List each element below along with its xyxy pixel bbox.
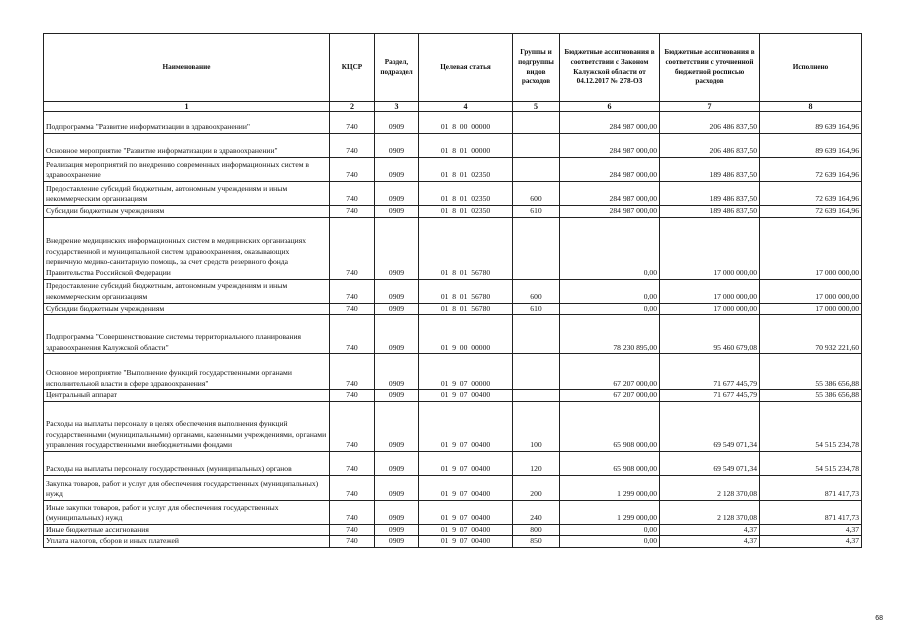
row-section: 0909 <box>375 475 419 500</box>
table-row <box>44 390 862 402</box>
row-law: 65 908 000,00 <box>560 451 660 475</box>
row-name: Основное мероприятие "Выполнение функций государственными органами исполнительной власти в сфере здравоохранения" <box>44 354 330 390</box>
row-name: Предоставление субсидий бюджетным, автономным учреждениям и иным некоммерческим организациям <box>44 182 330 206</box>
row-law: 67 207 000,00 <box>560 390 660 402</box>
row-law: 284 987 000,00 <box>560 134 660 158</box>
row-revised: 189 486 837,50 <box>660 182 760 206</box>
row-kcsr: 740 <box>330 158 375 182</box>
row-kcsr: 740 <box>330 475 375 500</box>
header-name: Наименование <box>44 34 330 102</box>
row-target: 01 8 01 00000 <box>419 134 513 158</box>
header-executed: Исполнено <box>760 34 862 102</box>
row-executed: 4,37 <box>760 524 862 536</box>
header-group: Группы и подгруппы видов расходов <box>513 34 560 102</box>
row-revised: 69 549 071,34 <box>660 451 760 475</box>
row-section: 0909 <box>375 500 419 524</box>
row-law: 78 230 895,00 <box>560 315 660 354</box>
header-kcsr: КЦСР <box>330 34 375 102</box>
row-section: 0909 <box>375 524 419 536</box>
column-number: 7 <box>660 102 760 112</box>
column-number: 2 <box>330 102 375 112</box>
row-kcsr: 740 <box>330 390 375 402</box>
table-row <box>44 182 862 206</box>
row-group <box>513 390 560 402</box>
header-section: Раздел, подраздел <box>375 34 419 102</box>
header-revised: Бюджетные ассигнования в соответствии с уточненной бюджетной росписью расходов <box>660 34 760 102</box>
row-executed: 55 386 656,88 <box>760 354 862 390</box>
row-executed: 72 639 164,96 <box>760 182 862 206</box>
row-revised: 206 486 837,50 <box>660 134 760 158</box>
table-row <box>44 315 862 354</box>
row-executed: 72 639 164,96 <box>760 206 862 218</box>
row-name: Основное мероприятие "Развитие информатизации в здравоохранении" <box>44 134 330 158</box>
row-name: Подпрограмма "Совершенствование системы территориального планирования здравоохранения Калужской области" <box>44 315 330 354</box>
row-revised: 95 460 679,08 <box>660 315 760 354</box>
budget-table <box>43 33 862 548</box>
row-section: 0909 <box>375 303 419 315</box>
row-revised: 17 000 000,00 <box>660 279 760 303</box>
row-law: 0,00 <box>560 279 660 303</box>
header-law: Бюджетные ассигнования в соответствии с Законом Калужской области от 04.12.2017 № 278-ОЗ <box>560 34 660 102</box>
header-target: Целевая статья <box>419 34 513 102</box>
table-row <box>44 354 862 390</box>
row-section: 0909 <box>375 112 419 134</box>
row-executed: 89 639 164,96 <box>760 112 862 134</box>
row-revised: 189 486 837,50 <box>660 158 760 182</box>
row-group: 800 <box>513 524 560 536</box>
row-section: 0909 <box>375 390 419 402</box>
row-kcsr: 740 <box>330 315 375 354</box>
column-number: 5 <box>513 102 560 112</box>
row-target: 01 8 01 56780 <box>419 279 513 303</box>
row-target: 01 8 01 02350 <box>419 206 513 218</box>
column-number: 6 <box>560 102 660 112</box>
row-name: Реализация мероприятий по внедрению современных информационных систем в здравоохранение <box>44 158 330 182</box>
row-revised: 4,37 <box>660 524 760 536</box>
table-row <box>44 451 862 475</box>
row-kcsr: 740 <box>330 354 375 390</box>
row-section: 0909 <box>375 315 419 354</box>
row-name: Внедрение медицинских информационных систем в медицинских организациях государственной и муниципальной систем здравоохранения, оказывающих первичную медико-санитарную помощь, за счет средств резервного фонда Правительства Российской Федерации <box>44 217 330 279</box>
column-number: 3 <box>375 102 419 112</box>
row-name: Уплата налогов, сборов и иных платежей <box>44 536 330 548</box>
table-row <box>44 524 862 536</box>
row-kcsr: 740 <box>330 182 375 206</box>
row-section: 0909 <box>375 134 419 158</box>
row-executed: 55 386 656,88 <box>760 390 862 402</box>
row-law: 1 299 000,00 <box>560 475 660 500</box>
row-law: 284 987 000,00 <box>560 206 660 218</box>
row-name: Субсидии бюджетным учреждениям <box>44 303 330 315</box>
row-revised: 4,37 <box>660 536 760 548</box>
row-executed: 70 932 221,60 <box>760 315 862 354</box>
row-law: 284 987 000,00 <box>560 112 660 134</box>
row-executed: 54 515 234,78 <box>760 451 862 475</box>
row-executed: 17 000 000,00 <box>760 279 862 303</box>
row-target: 01 9 07 00400 <box>419 451 513 475</box>
table-row <box>44 475 862 500</box>
row-kcsr: 740 <box>330 112 375 134</box>
row-kcsr: 740 <box>330 536 375 548</box>
row-name: Закупка товаров, работ и услуг для обеспечения государственных (муниципальных) нужд <box>44 475 330 500</box>
row-law: 0,00 <box>560 536 660 548</box>
row-section: 0909 <box>375 217 419 279</box>
row-revised: 17 000 000,00 <box>660 303 760 315</box>
table-row <box>44 536 862 548</box>
table-row <box>44 134 862 158</box>
row-kcsr: 740 <box>330 303 375 315</box>
row-target: 01 9 07 00000 <box>419 354 513 390</box>
row-group: 610 <box>513 206 560 218</box>
row-section: 0909 <box>375 206 419 218</box>
row-kcsr: 740 <box>330 451 375 475</box>
row-law: 1 299 000,00 <box>560 500 660 524</box>
row-group <box>513 217 560 279</box>
row-kcsr: 740 <box>330 134 375 158</box>
row-executed: 871 417,73 <box>760 475 862 500</box>
row-target: 01 8 01 56780 <box>419 303 513 315</box>
row-executed: 871 417,73 <box>760 500 862 524</box>
row-group: 200 <box>513 475 560 500</box>
table-row <box>44 158 862 182</box>
row-law: 67 207 000,00 <box>560 354 660 390</box>
row-executed: 54 515 234,78 <box>760 401 862 451</box>
row-target: 01 9 00 00000 <box>419 315 513 354</box>
row-revised: 189 486 837,50 <box>660 206 760 218</box>
row-group <box>513 158 560 182</box>
row-law: 0,00 <box>560 217 660 279</box>
row-group: 600 <box>513 182 560 206</box>
row-name: Субсидии бюджетным учреждениям <box>44 206 330 218</box>
row-revised: 2 128 370,08 <box>660 500 760 524</box>
row-executed: 72 639 164,96 <box>760 158 862 182</box>
row-kcsr: 740 <box>330 279 375 303</box>
row-target: 01 9 07 00400 <box>419 524 513 536</box>
row-name: Иные бюджетные ассигнования <box>44 524 330 536</box>
row-group <box>513 112 560 134</box>
row-revised: 71 677 445,79 <box>660 390 760 402</box>
row-law: 284 987 000,00 <box>560 158 660 182</box>
row-section: 0909 <box>375 354 419 390</box>
row-section: 0909 <box>375 451 419 475</box>
row-group: 100 <box>513 401 560 451</box>
row-target: 01 8 01 56780 <box>419 217 513 279</box>
table-row <box>44 303 862 315</box>
row-executed: 4,37 <box>760 536 862 548</box>
row-target: 01 9 07 00400 <box>419 390 513 402</box>
row-law: 0,00 <box>560 303 660 315</box>
header-row <box>44 34 862 102</box>
table-row <box>44 112 862 134</box>
row-kcsr: 740 <box>330 401 375 451</box>
row-revised: 206 486 837,50 <box>660 112 760 134</box>
row-target: 01 8 00 00000 <box>419 112 513 134</box>
row-law: 65 908 000,00 <box>560 401 660 451</box>
row-name: Иные закупки товаров, работ и услуг для обеспечения государственных (муниципальных) нужд <box>44 500 330 524</box>
row-target: 01 9 07 00400 <box>419 401 513 451</box>
row-executed: 89 639 164,96 <box>760 134 862 158</box>
row-section: 0909 <box>375 401 419 451</box>
row-section: 0909 <box>375 182 419 206</box>
column-number: 8 <box>760 102 862 112</box>
row-target: 01 9 07 00400 <box>419 536 513 548</box>
row-section: 0909 <box>375 279 419 303</box>
row-law: 284 987 000,00 <box>560 182 660 206</box>
row-name: Подпрограмма "Развитие информатизации в здравоохранении" <box>44 112 330 134</box>
row-section: 0909 <box>375 536 419 548</box>
row-group <box>513 315 560 354</box>
row-revised: 2 128 370,08 <box>660 475 760 500</box>
row-target: 01 8 01 02350 <box>419 158 513 182</box>
table-row <box>44 401 862 451</box>
table-row <box>44 279 862 303</box>
column-number: 1 <box>44 102 330 112</box>
row-group <box>513 354 560 390</box>
row-executed: 17 000 000,00 <box>760 217 862 279</box>
row-group <box>513 134 560 158</box>
row-revised: 17 000 000,00 <box>660 217 760 279</box>
row-name: Центральный аппарат <box>44 390 330 402</box>
column-number-row <box>44 102 862 112</box>
row-kcsr: 740 <box>330 524 375 536</box>
table-row <box>44 500 862 524</box>
row-target: 01 8 01 02350 <box>419 182 513 206</box>
row-group: 600 <box>513 279 560 303</box>
row-target: 01 9 07 00400 <box>419 475 513 500</box>
row-executed: 17 000 000,00 <box>760 303 862 315</box>
page-number: 68 <box>875 615 883 622</box>
row-kcsr: 740 <box>330 206 375 218</box>
row-kcsr: 740 <box>330 500 375 524</box>
row-group: 240 <box>513 500 560 524</box>
row-revised: 69 549 071,34 <box>660 401 760 451</box>
row-group: 120 <box>513 451 560 475</box>
row-name: Расходы на выплаты персоналу в целях обеспечения выполнения функций государственными (муниципальными) органами, казенными учреждениями, органами управления государственными внебюджетными фондами <box>44 401 330 451</box>
row-revised: 71 677 445,79 <box>660 354 760 390</box>
row-name: Расходы на выплаты персоналу государственных (муниципальных) органов <box>44 451 330 475</box>
table-row <box>44 217 862 279</box>
row-kcsr: 740 <box>330 217 375 279</box>
row-target: 01 9 07 00400 <box>419 500 513 524</box>
column-number: 4 <box>419 102 513 112</box>
row-law: 0,00 <box>560 524 660 536</box>
row-group: 610 <box>513 303 560 315</box>
row-name: Предоставление субсидий бюджетным, автономным учреждениям и иным некоммерческим организациям <box>44 279 330 303</box>
table-row <box>44 206 862 218</box>
row-section: 0909 <box>375 158 419 182</box>
row-group: 850 <box>513 536 560 548</box>
